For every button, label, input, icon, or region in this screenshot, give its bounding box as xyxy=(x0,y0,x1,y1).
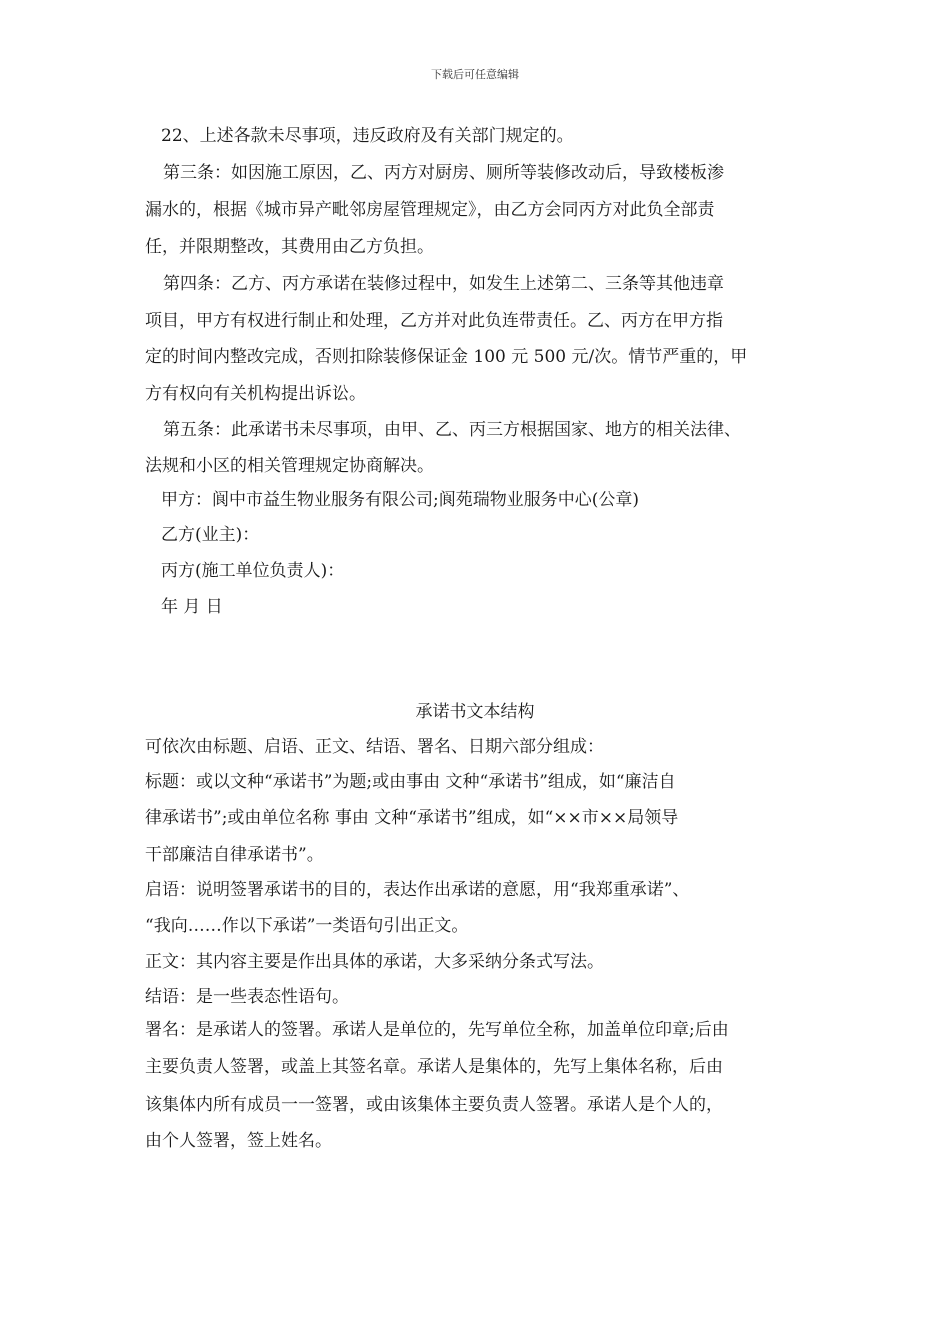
article-4-line-1: 第四条：乙方、丙方承诺在装修过程中，如发生上述第二、三条等其他违章 xyxy=(163,274,724,294)
header-note: 下载后可任意编辑 xyxy=(431,68,519,81)
article-4-line-3: 定的时间内整改完成，否则扣除装修保证金 100 元 500 元/次。情节严重的，甲 xyxy=(145,347,748,367)
party-a-signature: 甲方：阆中市益生物业服务有限公司;阆苑瑞物业服务中心(公章) xyxy=(161,490,639,510)
structure-line: 可依次由标题、启语、正文、结语、署名、日期六部分组成： xyxy=(145,737,604,757)
article-3-line-3: 任，并限期整改，其费用由乙方负担。 xyxy=(145,237,434,257)
structure-line: “我向……作以下承诺”一类语句引出正文。 xyxy=(145,916,469,936)
structure-title: 承诺书文本结构 xyxy=(415,702,535,722)
article-5-line-2: 法规和小区的相关管理规定协商解决。 xyxy=(145,456,434,476)
structure-line: 干部廉洁自律承诺书”。 xyxy=(145,845,324,865)
structure-line: 署名：是承诺人的签署。承诺人是单位的，先写单位全称，加盖单位印章;后由 xyxy=(145,1020,729,1040)
structure-line: 启语：说明签署承诺书的目的，表达作出承诺的意愿，用“我郑重承诺”、 xyxy=(145,880,690,900)
structure-line: 结语：是一些表态性语句。 xyxy=(145,987,349,1007)
signature-date: 年 月 日 xyxy=(161,597,223,617)
article-4-line-2: 项目，甲方有权进行制止和处理，乙方并对此负连带责任。乙、丙方在甲方指 xyxy=(145,311,723,331)
article-4-line-4: 方有权向有关机构提出诉讼。 xyxy=(145,384,366,404)
structure-line: 主要负责人签署，或盖上其签名章。承诺人是集体的，先写上集体名称，后由 xyxy=(145,1057,723,1077)
party-b-signature: 乙方(业主)： xyxy=(161,525,260,545)
article-5-line-1: 第五条：此承诺书未尽事项，由甲、乙、丙三方根据国家、地方的相关法律、 xyxy=(163,420,741,440)
article-3-line-1: 第三条：如因施工原因，乙、丙方对厨房、厕所等装修改动后，导致楼板渗 xyxy=(163,163,724,183)
article-3-line-2: 漏水的，根据《城市异产毗邻房屋管理规定》，由乙方会同丙方对此负全部责 xyxy=(145,200,715,220)
structure-line: 律承诺书”;或由单位名称 事由 文种“承诺书”组成，如“××市××局领导 xyxy=(145,808,679,828)
structure-line: 该集体内所有成员一一签署，或由该集体主要负责人签署。承诺人是个人的， xyxy=(145,1095,723,1115)
structure-line: 标题：或以文种“承诺书”为题;或由事由 文种“承诺书”组成，如“廉洁自 xyxy=(145,772,676,792)
clause-22: 22、上述各款未尽事项，违反政府及有关部门规定的。 xyxy=(161,126,574,146)
structure-line: 正文：其内容主要是作出具体的承诺，大多采纳分条式写法。 xyxy=(145,952,604,972)
structure-line: 由个人签署，签上姓名。 xyxy=(145,1131,332,1151)
party-c-signature: 丙方(施工单位负责人)： xyxy=(161,561,345,581)
